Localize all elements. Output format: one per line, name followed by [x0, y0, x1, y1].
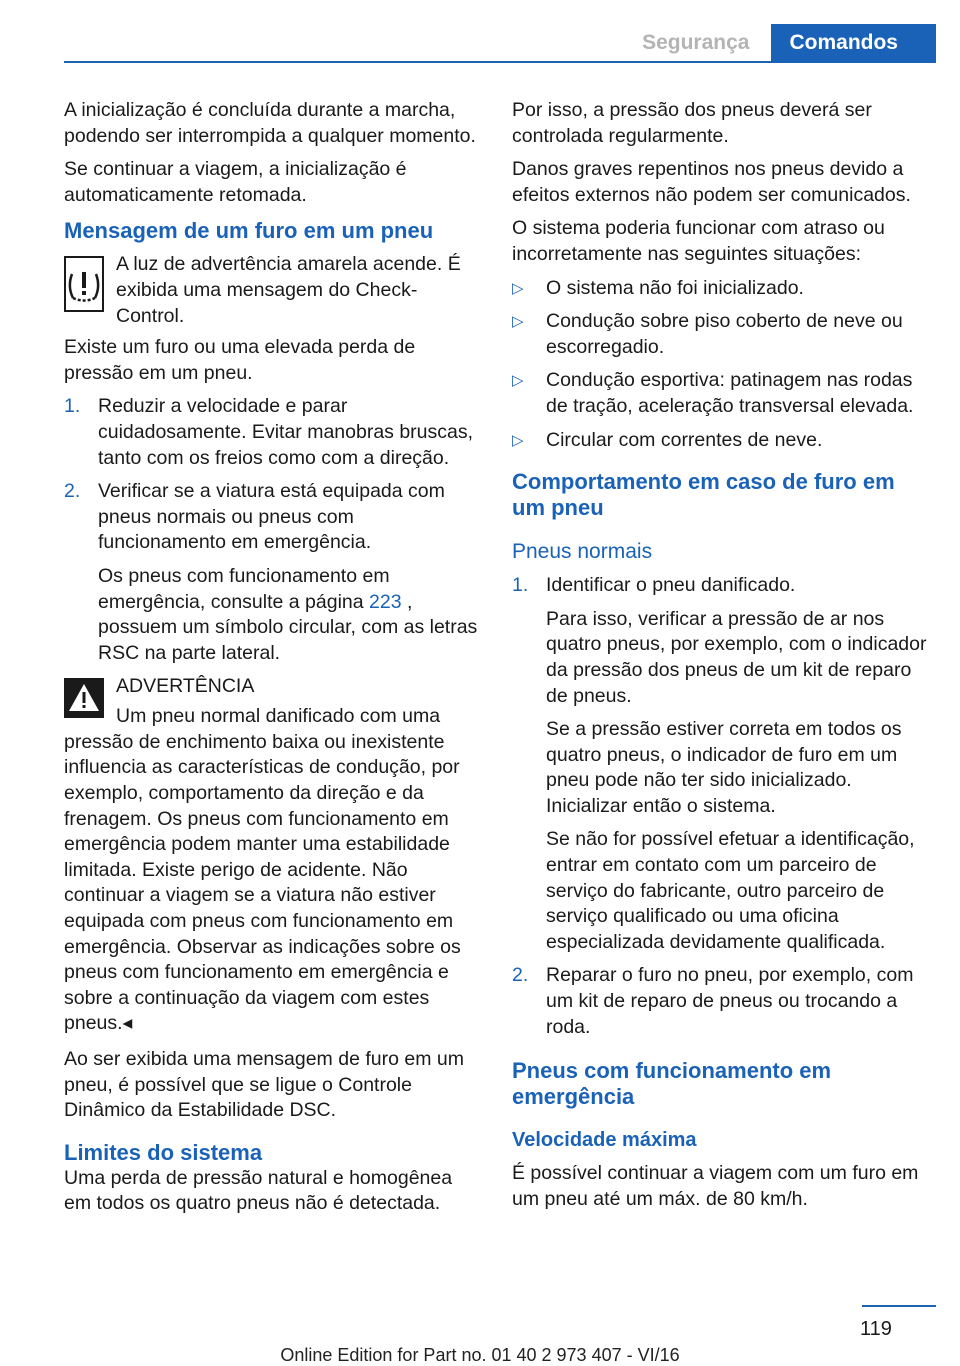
text: Os pneus com funcionamento em emergência, consulte a página: [98, 564, 390, 613]
tab-comandos[interactable]: Comandos: [771, 24, 936, 62]
page-number: 119: [860, 1318, 892, 1340]
paragraph: Se continuar a viagem, a inicialização é automaticamente retomada.: [64, 158, 407, 206]
paragraph: É possível continuar a viagem com um furo em um pneu até um máx. de 80 km/h.: [512, 1162, 919, 1210]
list-subparagraph: Se não for possível efetuar a identificação, entrar em contato com um parceiro de serviço do fabricante, outro parceiro de serviço qualificado ou uma oficina especializada devidamente qualificada.: [546, 828, 915, 953]
list-number: 2.: [64, 480, 81, 503]
heading-runflat-tires: Pneus com funcionamento em emergência: [512, 1058, 832, 1110]
list-text: Verificar se a viatura está equipada com pneus normais ou pneus com funcionamento em emergência.: [98, 480, 445, 554]
bullet-item: [512, 368, 930, 419]
triangle-bullet-icon: ▷: [512, 372, 524, 390]
triangle-bullet-icon: ▷: [512, 431, 524, 449]
list-item: [64, 479, 481, 666]
bullet-text: O sistema não foi inicializado.: [546, 276, 804, 299]
heading-flat-tire-message: Mensagem de um furo em um pneu: [64, 218, 434, 244]
list-subparagraph: Se a pressão estiver correta em todos os quatro pneus, o indicador de furo em um pneu pode não ter sido inicializado. Inicializar então o sistema.: [546, 718, 902, 817]
heading-flat-tire-behavior: Comportamento em caso de furo em um pneu: [512, 469, 895, 521]
list-text: Identificar o pneu danificado.: [546, 574, 796, 597]
bullet-item: [512, 309, 930, 360]
header-rule: [64, 61, 936, 63]
heading-system-limits: Limites do sistema: [64, 1139, 263, 1165]
list-item: [512, 963, 930, 1040]
paragraph: O sistema poderia funcionar com atraso ou incorretamente nas seguintes situações:: [512, 217, 885, 265]
list-number: 2.: [512, 964, 529, 987]
bullet-text: Condução sobre piso coberto de neve ou escorregadio.: [546, 310, 903, 358]
header-tabs: [620, 24, 936, 62]
right-column: [512, 98, 930, 1220]
bullet-text: Condução esportiva: patinagem nas rodas de tração, aceleração transversal elevada.: [546, 369, 914, 417]
page-link-223[interactable]: 223: [369, 590, 402, 613]
triangle-bullet-icon: ▷: [512, 313, 524, 331]
warning-block: [64, 674, 481, 750]
warning-light-text: A luz de advertência amarela acende. É exibida uma mensagem do Check-Control.: [116, 253, 461, 327]
bullet-text: Circular com correntes de neve.: [546, 428, 823, 451]
footer-rule: [862, 1305, 936, 1307]
list-item: [512, 573, 930, 955]
edition-footer: Online Edition for Part no. 01 40 2 973 407 - VI/16: [280, 1345, 680, 1365]
warning-text: Um pneu normal danificado com uma pressão de enchimento baixa ou inexistente influencia as características de condução, por exemplo, comportamento da direção e da frenagem. Os pneus com funcionamento em emergência podem manter uma estabilidade limitada. Existe perigo de acidente. Não continuar a viagem se a viatura não estiver equipada com pneus com funcionamento em emergência. Observar as indicações sobre os pneus com funcionamento em emergência e sobre a continuação da viagem com estes pneus.◂: [64, 705, 461, 1035]
list-item: [64, 394, 481, 471]
list-number: 1.: [512, 574, 529, 597]
left-column: [64, 98, 481, 1225]
bullet-item: [512, 276, 930, 302]
heading-max-speed: Velocidade máxima: [512, 1129, 697, 1152]
warning-triangle-icon: [64, 678, 104, 718]
paragraph: Danos graves repentinos nos pneus devido a efeitos externos não podem ser comunicados.: [512, 158, 911, 206]
list-subparagraph: Para isso, verificar a pressão de ar nos quatro pneus, por exemplo, com o indicador da pressão dos pneus de um kit de reparo de pneus.: [546, 607, 927, 707]
list-text: Reduzir a velocidade e parar cuidadosamente. Evitar manobras bruscas, tanto com os freios como com a direção.: [98, 395, 474, 469]
tab-seguranca[interactable]: Segurança: [642, 31, 750, 54]
heading-normal-tires: Pneus normais: [512, 540, 653, 564]
warning-light-block: [64, 252, 481, 329]
tire-pressure-warning-icon: [64, 256, 104, 312]
paragraph: Uma perda de pressão natural e homogênea em todos os quatro pneus não é detectada.: [64, 1166, 453, 1215]
list-text: Reparar o furo no pneu, por exemplo, com um kit de reparo de pneus ou trocando a roda.: [546, 964, 914, 1038]
bullet-item: [512, 428, 930, 454]
triangle-bullet-icon: ▷: [512, 279, 524, 297]
warning-title: ADVERTÊNCIA: [116, 675, 255, 698]
paragraph: Ao ser exibida uma mensagem de furo em um pneu, é possível que se ligue o Controle Dinâmico da Estabilidade DSC.: [64, 1048, 464, 1122]
list-subparagraph: [98, 564, 481, 666]
paragraph: Existe um furo ou uma elevada perda de pressão em um pneu.: [64, 336, 416, 384]
paragraph: Por isso, a pressão dos pneus deverá ser controlada regularmente.: [512, 99, 872, 147]
paragraph: A inicialização é concluída durante a marcha, podendo ser interrompida a qualquer momento.: [64, 99, 476, 147]
text: , possuem um símbolo circular, com as letras RSC na parte lateral.: [98, 590, 478, 664]
list-number: 1.: [64, 395, 81, 418]
